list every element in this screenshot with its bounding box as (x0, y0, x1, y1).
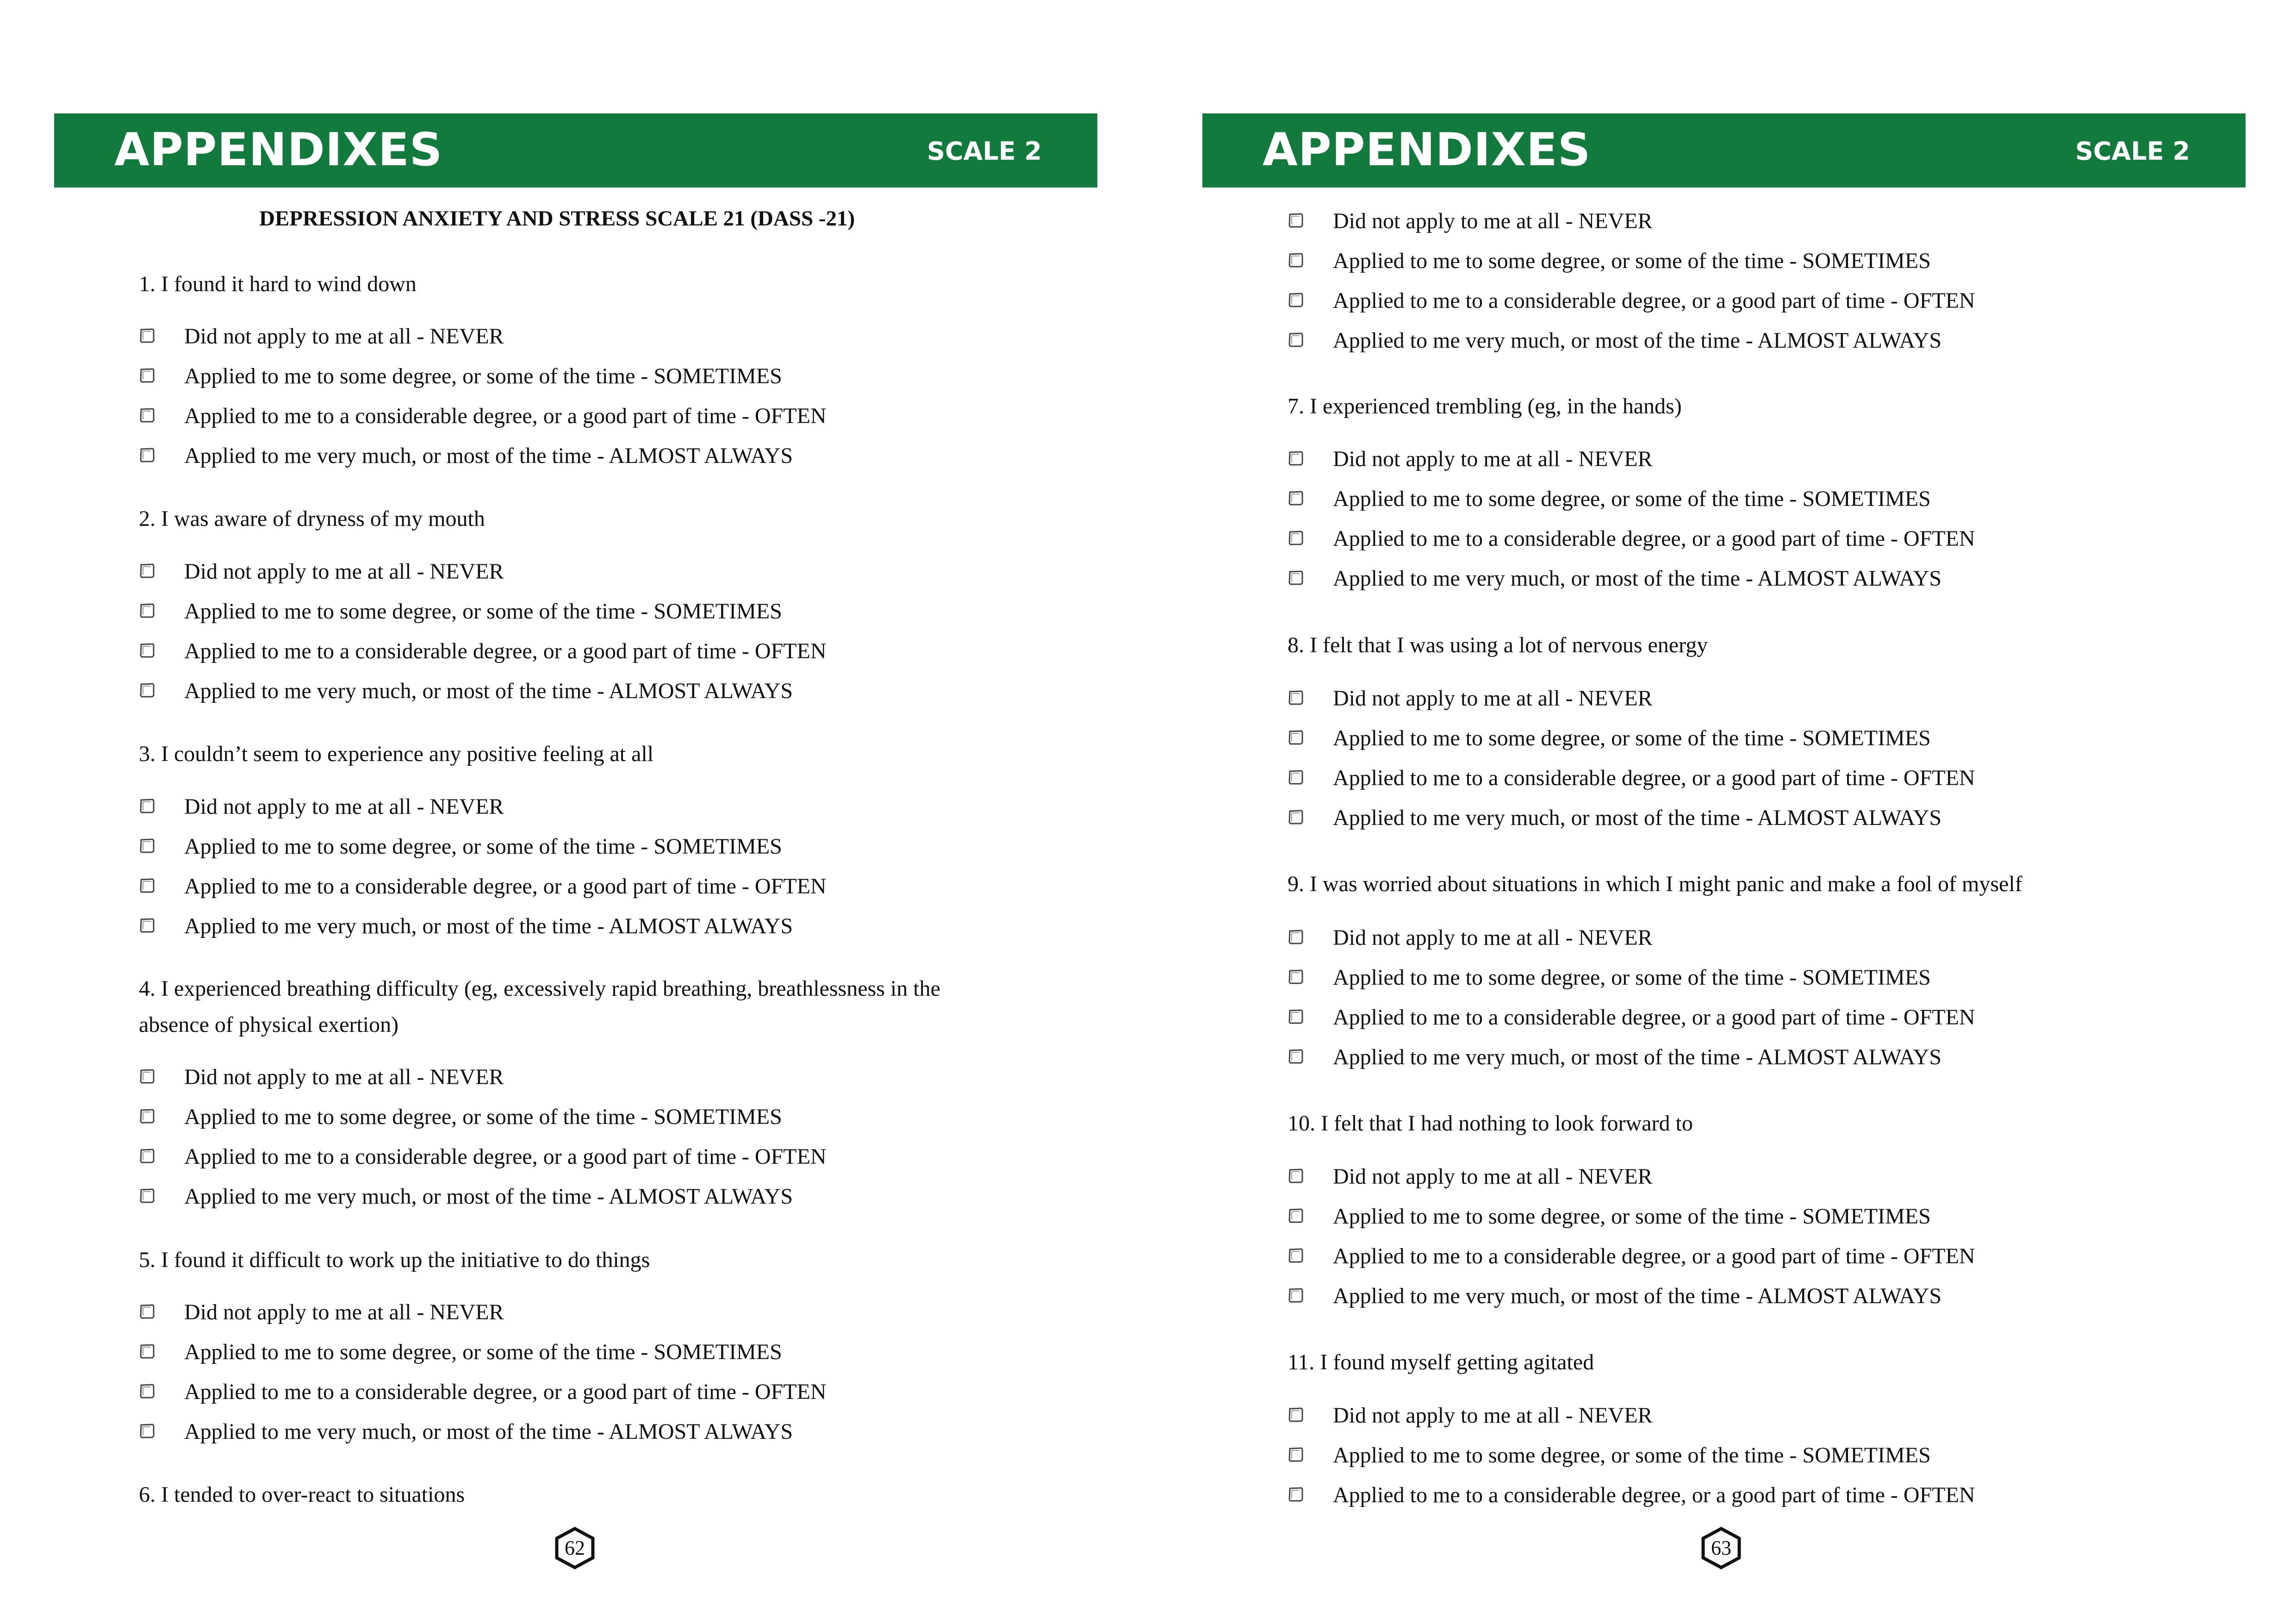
option-label: Applied to me very much, or most of the time - ALMOST ALWAYS (184, 914, 793, 938)
option-sometimes[interactable] (139, 356, 827, 396)
option-often[interactable] (139, 396, 827, 436)
checkbox-icon[interactable] (139, 1293, 156, 1311)
option-label: Applied to me to some degree, or some of the time - SOMETIMES (184, 364, 782, 388)
checkbox-icon[interactable] (1288, 919, 1305, 937)
checkbox-icon[interactable] (1288, 1198, 1305, 1215)
checkbox-icon[interactable] (139, 632, 156, 650)
checkbox-icon[interactable] (1288, 520, 1305, 537)
question-10-options (1288, 1157, 1975, 1316)
option-label: Applied to me to some degree, or some of the time - SOMETIMES (184, 599, 782, 624)
option-sometimes[interactable] (1288, 1197, 1975, 1237)
option-almost-always[interactable] (1288, 321, 1975, 361)
option-label: Applied to me to some degree, or some of the time - SOMETIMES (184, 1105, 782, 1129)
option-label: Applied to me to some degree, or some of the time - SOMETIMES (184, 1340, 782, 1364)
checkbox-icon[interactable] (1288, 759, 1305, 777)
option-label: Did not apply to me at all - NEVER (1333, 1164, 1653, 1189)
checkbox-icon[interactable] (1288, 560, 1305, 577)
option-almost-always[interactable] (139, 671, 827, 711)
option-label: Applied to me to a considerable degree, or a good part of time - OFTEN (184, 639, 827, 663)
option-never[interactable] (139, 317, 827, 356)
page-number-badge (554, 1527, 596, 1569)
option-never[interactable] (139, 552, 827, 592)
checkbox-icon[interactable] (139, 1058, 156, 1076)
option-never[interactable] (139, 1057, 827, 1097)
page-number-badge (1700, 1527, 1742, 1569)
option-almost-always[interactable] (1288, 1037, 1975, 1077)
option-label: Applied to me to some degree, or some of the time - SOMETIMES (184, 834, 782, 859)
option-label: Applied to me to some degree, or some of the time - SOMETIMES (1333, 965, 1931, 990)
header-title: APPENDIXES (1263, 124, 1591, 176)
option-label: Applied to me to a considerable degree, or a good part of time - OFTEN (184, 1380, 827, 1404)
right-page (1148, 0, 2296, 1624)
option-never[interactable] (1288, 201, 1975, 241)
option-sometimes[interactable] (1288, 958, 1975, 998)
header-scale-label: SCALE 2 (2075, 137, 2190, 166)
checkbox-icon[interactable] (139, 397, 156, 415)
checkbox-icon[interactable] (1288, 1397, 1305, 1414)
option-label: Applied to me to a considerable degree, or a good part of time - OFTEN (1333, 288, 1975, 313)
question-10: 10. I felt that I had nothing to look forward to (1288, 1111, 1693, 1136)
option-never[interactable] (139, 787, 827, 827)
option-sometimes[interactable] (139, 1097, 827, 1137)
checkbox-icon[interactable] (139, 828, 156, 845)
appendix-header (1202, 113, 2246, 187)
question-2-options (139, 552, 827, 711)
option-often[interactable] (139, 867, 827, 906)
option-label: Did not apply to me at all - NEVER (184, 1065, 504, 1089)
page-number: 62 (565, 1537, 585, 1559)
option-often[interactable] (1288, 281, 1975, 321)
question-1-options (139, 317, 827, 476)
checkbox-icon[interactable] (1288, 999, 1305, 1016)
checkbox-icon[interactable] (1288, 680, 1305, 697)
option-label: Did not apply to me at all - NEVER (1333, 686, 1653, 711)
option-label: Did not apply to me at all - NEVER (184, 794, 504, 819)
checkbox-icon[interactable] (139, 1098, 156, 1116)
question-9-options (1288, 918, 1975, 1077)
question-9: 9. I was worried about situations in which I might panic and make a fool of myself (1288, 872, 2022, 896)
question-8-options (1288, 679, 1975, 838)
option-label: Applied to me to some degree, or some of the time - SOMETIMES (1333, 726, 1931, 750)
question-6-options (1288, 201, 1975, 361)
checkbox-icon[interactable] (139, 1373, 156, 1391)
option-often[interactable] (1288, 1475, 1975, 1515)
option-almost-always[interactable] (1288, 798, 1975, 838)
option-label: Applied to me very much, or most of the time - ALMOST ALWAYS (184, 443, 793, 468)
checkbox-icon[interactable] (1288, 1158, 1305, 1175)
option-sometimes[interactable] (139, 592, 827, 631)
scale-title: DEPRESSION ANXIETY AND STRESS SCALE 21 (DASS -21) (259, 206, 855, 231)
question-3-options (139, 787, 827, 946)
option-label: Did not apply to me at all - NEVER (1333, 209, 1653, 233)
option-sometimes[interactable] (1288, 241, 1975, 281)
checkbox-icon[interactable] (139, 788, 156, 806)
option-label: Applied to me to a considerable degree, or a good part of time - OFTEN (1333, 766, 1975, 790)
checkbox-icon[interactable] (139, 672, 156, 690)
question-7-options (1288, 439, 1975, 599)
checkbox-icon[interactable] (139, 318, 156, 335)
question-11-options (1288, 1396, 1975, 1515)
option-sometimes[interactable] (139, 827, 827, 867)
option-almost-always[interactable] (1288, 559, 1975, 599)
option-often[interactable] (1288, 998, 1975, 1037)
checkbox-icon[interactable] (139, 593, 156, 610)
option-label: Did not apply to me at all - NEVER (1333, 1403, 1653, 1428)
option-label: Applied to me to some degree, or some of the time - SOMETIMES (1333, 1204, 1931, 1229)
option-never[interactable] (139, 1293, 827, 1332)
option-never[interactable] (1288, 1157, 1975, 1197)
checkbox-icon[interactable] (1288, 1237, 1305, 1255)
checkbox-icon[interactable] (139, 1413, 156, 1430)
checkbox-icon[interactable] (139, 437, 156, 455)
checkbox-icon[interactable] (1288, 440, 1305, 458)
option-label: Applied to me very much, or most of the time - ALMOST ALWAYS (1333, 806, 1942, 830)
question-3: 3. I couldn’t seem to experience any positive feeling at all (139, 742, 654, 766)
checkbox-icon[interactable] (1288, 322, 1305, 339)
checkbox-icon[interactable] (139, 357, 156, 375)
checkbox-icon[interactable] (139, 553, 156, 570)
option-almost-always[interactable] (139, 1412, 827, 1452)
question-7: 7. I experienced trembling (eg, in the hands) (1288, 394, 1682, 418)
option-label: Applied to me very much, or most of the time - ALMOST ALWAYS (1333, 328, 1942, 353)
option-label: Did not apply to me at all - NEVER (184, 1300, 504, 1324)
checkbox-icon[interactable] (1288, 202, 1305, 220)
option-label: Applied to me to a considerable degree, or a good part of time - OFTEN (1333, 526, 1975, 551)
checkbox-icon[interactable] (139, 868, 156, 885)
option-label: Applied to me very much, or most of the time - ALMOST ALWAYS (1333, 1045, 1942, 1069)
question-1: 1. I found it hard to wind down (139, 272, 417, 296)
checkbox-icon[interactable] (139, 1333, 156, 1351)
question-6: 6. I tended to over-react to situations (139, 1482, 465, 1507)
option-almost-always[interactable] (1288, 1276, 1975, 1316)
checkbox-icon[interactable] (139, 1178, 156, 1195)
question-4-line-2: absence of physical exertion) (139, 1012, 399, 1037)
option-label: Did not apply to me at all - NEVER (184, 324, 504, 349)
option-often[interactable] (139, 631, 827, 671)
checkbox-icon[interactable] (1288, 719, 1305, 737)
question-4-options (139, 1057, 827, 1217)
option-label: Applied to me very much, or most of the time - ALMOST ALWAYS (184, 679, 793, 703)
option-never[interactable] (1288, 918, 1975, 958)
option-label: Applied to me to a considerable degree, or a good part of time - OFTEN (184, 874, 827, 899)
option-label: Did not apply to me at all - NEVER (1333, 447, 1653, 471)
option-label: Applied to me to a considerable degree, or a good part of time - OFTEN (1333, 1483, 1975, 1507)
page-number: 63 (1711, 1537, 1731, 1559)
option-almost-always[interactable] (139, 436, 827, 476)
checkbox-icon[interactable] (1288, 1038, 1305, 1056)
checkbox-icon[interactable] (1288, 242, 1305, 260)
option-label: Did not apply to me at all - NEVER (184, 559, 504, 584)
option-label: Applied to me very much, or most of the time - ALMOST ALWAYS (184, 1419, 793, 1444)
option-label: Applied to me very much, or most of the time - ALMOST ALWAYS (1333, 1284, 1942, 1308)
question-4 (139, 971, 1018, 1043)
checkbox-icon[interactable] (139, 1138, 156, 1156)
option-label: Applied to me to some degree, or some of the time - SOMETIMES (1333, 249, 1931, 273)
checkbox-icon[interactable] (1288, 1277, 1305, 1295)
option-often[interactable] (139, 1372, 827, 1412)
checkbox-icon[interactable] (1288, 480, 1305, 498)
option-label: Did not apply to me at all - NEVER (1333, 925, 1653, 950)
option-label: Applied to me to some degree, or some of the time - SOMETIMES (1333, 487, 1931, 511)
option-label: Applied to me to some degree, or some of the time - SOMETIMES (1333, 1443, 1931, 1468)
option-often[interactable] (1288, 758, 1975, 798)
checkbox-icon[interactable] (1288, 799, 1305, 817)
option-sometimes[interactable] (1288, 718, 1975, 758)
checkbox-icon[interactable] (1288, 1437, 1305, 1454)
option-label: Applied to me to a considerable degree, or a good part of time - OFTEN (1333, 1244, 1975, 1268)
checkbox-icon[interactable] (139, 907, 156, 925)
header-scale-label: SCALE 2 (927, 137, 1042, 166)
question-5-options (139, 1293, 827, 1452)
checkbox-icon[interactable] (1288, 959, 1305, 976)
option-almost-always[interactable] (139, 906, 827, 946)
question-4-line-1: 4. I experienced breathing difficulty (eg, excessively rapid breathing, breathlessness in the (139, 976, 940, 1001)
option-almost-always[interactable] (139, 1177, 827, 1217)
header-title: APPENDIXES (114, 124, 443, 176)
option-never[interactable] (1288, 439, 1975, 479)
option-sometimes[interactable] (1288, 479, 1975, 519)
option-label: Applied to me very much, or most of the time - ALMOST ALWAYS (184, 1184, 793, 1209)
question-11: 11. I found myself getting agitated (1288, 1350, 1594, 1374)
option-label: Applied to me very much, or most of the time - ALMOST ALWAYS (1333, 566, 1942, 591)
option-often[interactable] (1288, 519, 1975, 559)
question-2: 2. I was aware of dryness of my mouth (139, 506, 485, 531)
option-label: Applied to me to a considerable degree, or a good part of time - OFTEN (1333, 1005, 1975, 1030)
checkbox-icon[interactable] (1288, 282, 1305, 300)
appendix-header (54, 113, 1097, 187)
option-sometimes[interactable] (139, 1332, 827, 1372)
question-8: 8. I felt that I was using a lot of nervous energy (1288, 633, 1708, 657)
option-label: Applied to me to a considerable degree, or a good part of time - OFTEN (184, 404, 827, 428)
option-often[interactable] (1288, 1237, 1975, 1276)
option-sometimes[interactable] (1288, 1436, 1975, 1475)
option-never[interactable] (1288, 679, 1975, 718)
checkbox-icon[interactable] (1288, 1476, 1305, 1494)
option-often[interactable] (139, 1137, 827, 1177)
option-label: Applied to me to a considerable degree, or a good part of time - OFTEN (184, 1144, 827, 1169)
option-never[interactable] (1288, 1396, 1975, 1436)
question-5: 5. I found it difficult to work up the initiative to do things (139, 1248, 650, 1272)
